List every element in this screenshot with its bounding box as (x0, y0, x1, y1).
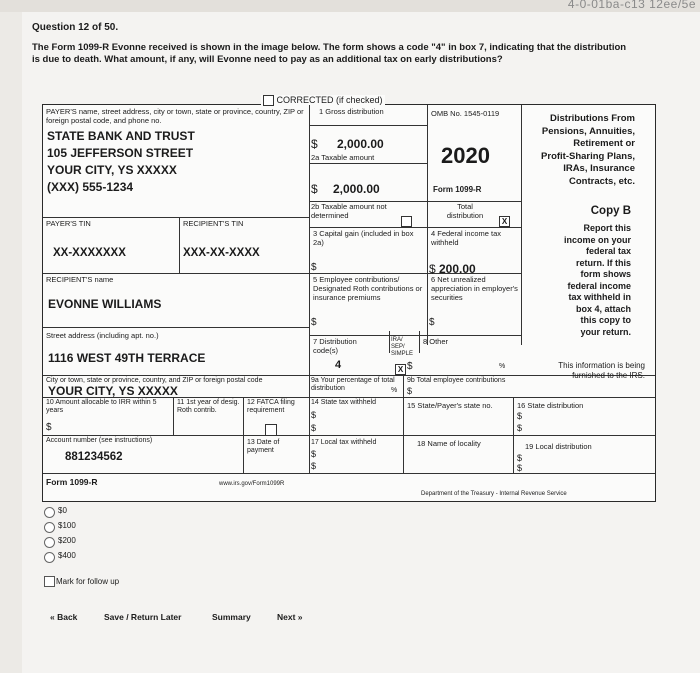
title-line: Retirement or (573, 138, 635, 149)
copy-line: income on your (563, 234, 631, 245)
title-line: Distributions From (550, 113, 635, 124)
box16-label: 16 State distribution (517, 401, 584, 410)
payer-street: 105 JEFFERSON STREET (47, 146, 194, 160)
divider (43, 327, 309, 328)
box14-dollar-2: $ (311, 423, 317, 433)
box3-dollar: $ (311, 262, 317, 273)
question-number: Question 12 of 50. (32, 22, 119, 33)
box15-label: 15 State/Payer's state no. (407, 401, 493, 410)
answer-label-3[interactable]: $400 (58, 551, 76, 560)
ira-sep-simple-label: IRA/ SEP/ SIMPLE (391, 337, 414, 357)
payer-phone: (XXX) 555-1234 (47, 180, 134, 194)
form-id: Form 1099-R (433, 185, 482, 194)
question-text: The Form 1099-R Evonne received is shown in the image below. The form shows a code "4" in box 7, indicating that the distribution is due to death. What amount, if any, will Evonne need to pay as an additional tax on early distributions? (32, 42, 627, 65)
corrected-checkbox (263, 95, 274, 106)
copy-line: form shows (580, 269, 631, 279)
city-label: City or town, state or province, country, and ZIP or foreign postal code (46, 377, 263, 384)
copy-line: Report this (583, 223, 631, 233)
box9a-percent: % (391, 387, 398, 394)
box2b-checkbox (401, 216, 412, 227)
box12-label: 12 FATCA filing requirement (247, 399, 295, 414)
box7-code: 4 (335, 359, 342, 371)
fatca-checkbox (265, 424, 277, 436)
recipient-tin-label: RECIPIENT'S TIN (183, 219, 244, 228)
form-title (527, 113, 635, 188)
box5-dollar: $ (311, 317, 317, 328)
box4-label: 4 Federal income tax withheld (431, 229, 502, 247)
answer-radio-2[interactable] (44, 537, 55, 548)
title-line: IRAs, Insurance (563, 163, 635, 174)
box8-dollar: $ (407, 361, 413, 372)
answer-radio-3[interactable] (44, 552, 55, 563)
summary-button[interactable]: Summary (212, 612, 251, 622)
copy-line: federal income (567, 280, 631, 291)
box2a-dollar: $ (311, 182, 318, 196)
divider (513, 397, 514, 473)
footer-url: www.irs.gov/Form1099R (219, 481, 285, 487)
divider (309, 227, 521, 228)
box4-dollar: $ (429, 262, 436, 276)
box16-dollar-1: $ (517, 411, 523, 421)
box2b-label: 2b Taxable amount not determined (311, 202, 387, 220)
payer-name: STATE BANK AND TRUST (47, 129, 195, 143)
divider (43, 435, 655, 436)
answer-radio-0[interactable] (44, 507, 55, 518)
total-dist-label: Total distribution (446, 202, 484, 220)
box14-dollar-1: $ (311, 410, 317, 420)
box13-label: 13 Date of payment (247, 439, 280, 454)
box5-label: 5 Employee contributions/ Designated Roth contributions or insurance premiums (313, 275, 423, 302)
divider (309, 105, 310, 473)
answer-radio-1[interactable] (44, 522, 55, 533)
copy-line: federal tax (585, 246, 631, 256)
box11-label: 11 1st year of desig. Roth contrib. (177, 399, 240, 414)
box17-dollar-1: $ (311, 449, 317, 459)
copy-line: box 4, attach (575, 303, 631, 314)
title-line: Contracts, etc. (569, 175, 635, 187)
box4-value: 200.00 (439, 262, 476, 276)
mark-follow-up-label[interactable]: Mark for follow up (56, 577, 120, 586)
tax-year: 2020 (441, 143, 490, 168)
box18-label: 18 Name of locality (417, 439, 481, 448)
payer-tin: XX-XXXXXXX (53, 247, 126, 259)
recipient-tin: XXX-XX-XXXX (183, 247, 260, 259)
copy-line: tax withheld in (568, 292, 631, 302)
save-return-later-button[interactable]: Save / Return Later (104, 612, 182, 622)
title-line: Profit-Sharing Plans, (541, 150, 635, 162)
divider (309, 125, 427, 126)
box2a-value: 2,000.00 (333, 182, 380, 196)
corrected-label: CORRECTED (if checked) (276, 95, 383, 105)
divider (43, 217, 309, 218)
box1-value: 2,000.00 (337, 137, 384, 151)
box9b-dollar: $ (407, 386, 413, 396)
recipient-city: YOUR CITY, YS XXXXX (48, 384, 178, 398)
payer-label: PAYER'S name, street address, city or town, state or province, country, ZIP or foreign postal code, and phone no. (46, 107, 304, 125)
divider (403, 375, 404, 473)
box19-dollar-2: $ (517, 463, 523, 473)
footer-department: Department of the Treasury - Internal Revenue Service (421, 491, 567, 497)
box6-dollar: $ (429, 317, 435, 328)
title-line: Pensions, Annuities, (541, 125, 635, 137)
recipient-name: EVONNE WILLIAMS (48, 297, 162, 311)
box1-label: 1 Gross distribution (319, 107, 384, 116)
answer-label-1[interactable]: $100 (58, 521, 76, 530)
box1-dollar: $ (311, 137, 318, 151)
divider (309, 335, 521, 336)
irs-info-text: This information is being furnished to the IRS. (558, 361, 645, 380)
street-label: Street address (including apt. no.) (46, 331, 159, 340)
tab-fragment: 4-0-01ba-c13 12ee/5e (567, 0, 696, 11)
box14-label: 14 State tax withheld (311, 399, 376, 406)
copy-instructions (527, 223, 631, 338)
box8-label: 8 Other (423, 337, 449, 346)
box6-label: 6 Net unrealized appreciation in employer's securities (431, 275, 518, 302)
account-label: Account number (see instructions) (46, 437, 153, 444)
divider (427, 105, 428, 345)
browser-top-strip (0, 0, 700, 12)
divider (173, 397, 174, 435)
divider (389, 331, 390, 353)
total-dist-checkbox: X (499, 216, 510, 227)
box19-label: 19 Local distribution (525, 442, 592, 451)
divider (179, 217, 180, 273)
box10-dollar: $ (46, 422, 52, 433)
footer-form-id: Form 1099-R (46, 477, 98, 487)
answer-label-0[interactable]: $0 (58, 506, 67, 515)
divider (419, 331, 420, 353)
box2a-label: 2a Taxable amount (311, 153, 375, 162)
box17-label: 17 Local tax withheld (311, 439, 377, 446)
box7-label: 7 Distribution code(s) (313, 337, 357, 355)
next-button[interactable]: Next » (277, 612, 303, 622)
divider (243, 397, 244, 473)
box3-label: 3 Capital gain (included in box 2a) (313, 229, 414, 247)
box10-label: 10 Amount allocable to IRR within 5 years (46, 399, 157, 414)
box16-dollar-2: $ (517, 423, 523, 433)
payer-city: YOUR CITY, YS XXXXX (47, 163, 177, 177)
box9b-label: 9b Total employee contributions (407, 377, 506, 384)
payer-tin-label: PAYER'S TIN (46, 219, 91, 228)
divider (521, 105, 522, 345)
divider (309, 163, 427, 164)
divider (43, 473, 655, 474)
recipient-name-label: RECIPIENT'S name (46, 275, 114, 284)
copy-b: Copy B (590, 205, 631, 217)
form-1099r (42, 95, 656, 502)
ira-checkbox: X (395, 364, 406, 375)
copy-line: return. If this (575, 257, 631, 268)
answer-label-2[interactable]: $200 (58, 536, 76, 545)
mark-follow-up-checkbox[interactable] (44, 576, 55, 587)
box17-dollar-2: $ (311, 461, 317, 471)
recipient-street: 1116 WEST 49TH TERRACE (48, 351, 206, 365)
copy-line: this copy to (580, 315, 631, 325)
account-number: 881234562 (65, 451, 123, 463)
omb-number: OMB No. 1545-0119 (431, 109, 500, 118)
copy-line: your return. (580, 326, 631, 337)
box8-percent: % (499, 363, 506, 370)
box9a-label: 9a Your percentage of total distribution (311, 377, 395, 392)
box19-dollar-1: $ (517, 453, 523, 463)
back-button[interactable]: « Back (50, 612, 78, 622)
corrected-checkbox-row (261, 95, 385, 106)
